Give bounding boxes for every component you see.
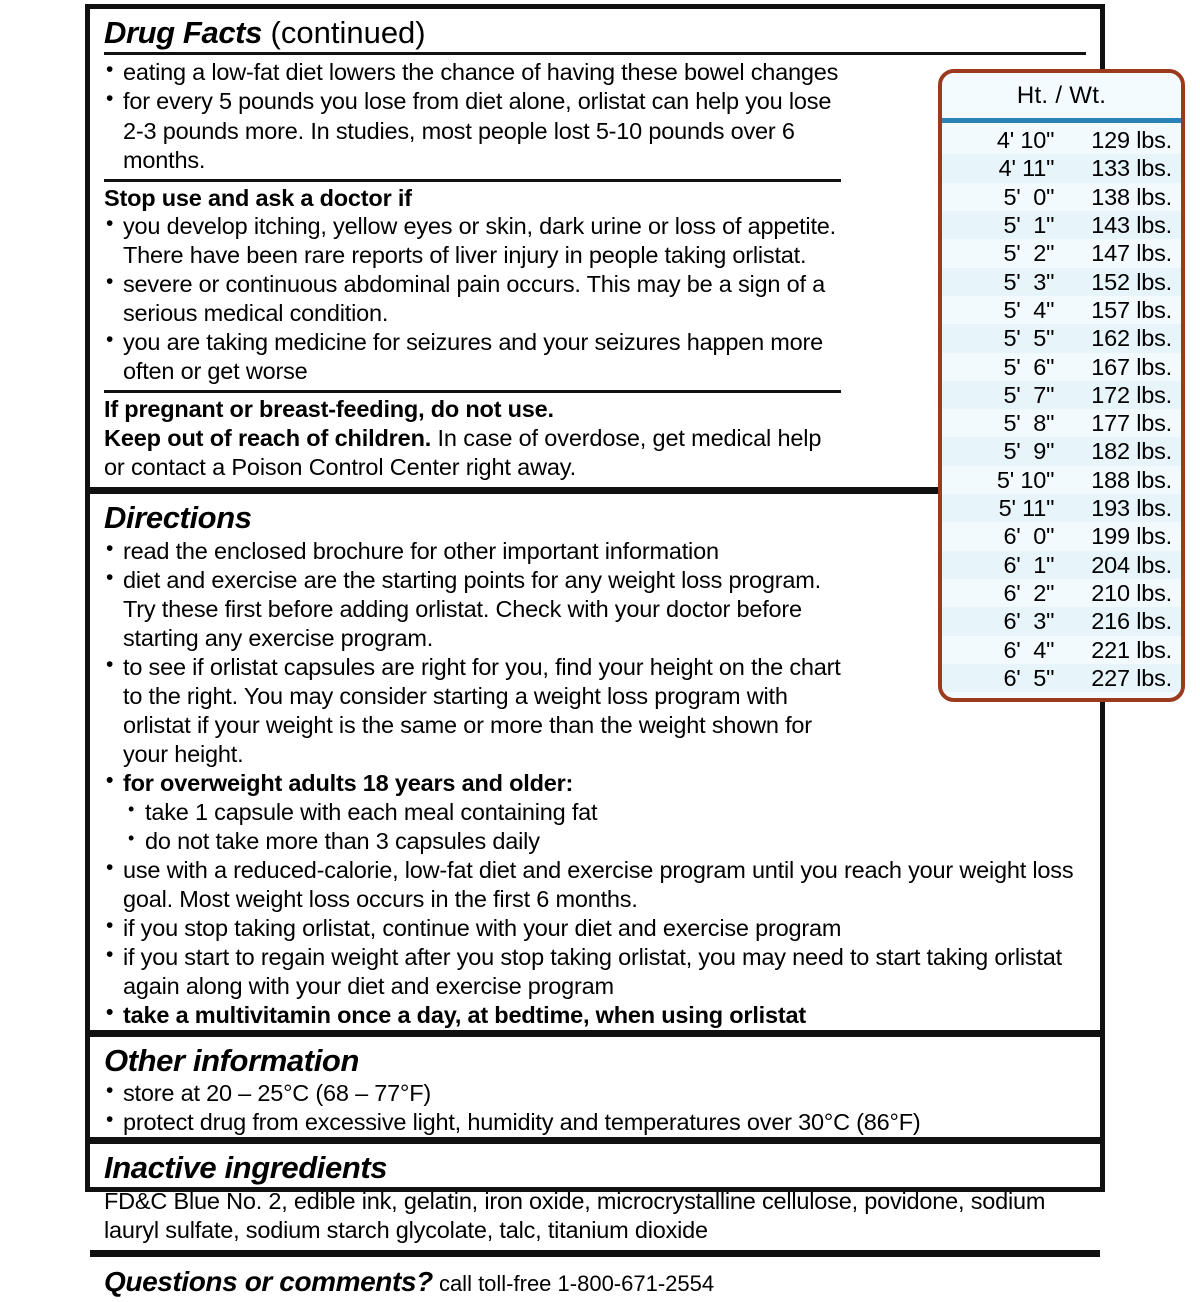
list-item: • store at 20 – 25°C (68 – 77°F) [104,1079,1079,1108]
table-row [942,607,1181,635]
pregnancy-rule [104,390,841,393]
table-row [942,154,1181,182]
table-cell-height: 5' 2" [1003,240,1055,267]
stop-use-rule [104,179,841,182]
page-title-strong: Drug Facts [104,15,262,50]
directions-overweight-group [104,769,1079,798]
list-item: • take 1 capsule with each meal containing fat [126,798,1101,827]
table-row [942,664,1181,692]
table-cell-height: 5' 4" [1003,296,1055,323]
section-other-information [90,1030,1100,1138]
title-rule [104,52,1086,55]
table-cell-weight: 157 lbs. [1091,296,1172,323]
questions-phone: call toll-free 1-800-671-2554 [432,1270,715,1296]
inactive-ingredients-text: FD&C Blue No. 2, edible ink, gelatin, iron oxide, microcrystalline cellulose, povidone, sodium lauryl sulfate, sodium starch glycolate, talc, titanium dioxide [104,1187,1046,1243]
directions-bullets-top [104,537,846,769]
table-cell-height: 6' 2" [1003,580,1055,606]
keep-out-of-reach-lead: Keep out of reach of children. [104,424,432,451]
table-row [942,409,1181,437]
table-cell-weight: 152 lbs. [1091,268,1172,295]
keep-out-of-reach-warning [104,424,846,487]
table-row [942,324,1181,352]
page-title [104,9,1086,51]
table-cell-weight: 193 lbs. [1091,495,1172,522]
section-questions [90,1250,1100,1302]
table-row [942,183,1181,211]
table-cell-height: 4' 10" [996,127,1055,153]
pregnancy-warning: If pregnant or breast-feeding, do not use. [104,396,554,423]
table-row [942,579,1181,607]
table-cell-weight: 129 lbs. [1091,127,1172,153]
table-cell-weight: 147 lbs. [1091,240,1172,267]
list-item: • take a multivitamin once a day, at bedtime, when using orlistat [104,1001,1079,1030]
list-item: • for every 5 pounds you lose from diet alone, orlistat can help you lose 2-3 pounds more. In studies, most people lost 5-10 pounds over 6 months. [104,87,846,174]
table-cell-height: 5' 9" [1003,438,1055,465]
table-row [942,466,1181,494]
directions-bullets-bottom [104,856,1079,1030]
table-cell-height: 5' 1" [1003,211,1055,238]
stop-use-heading: Stop use and ask a doctor if [104,184,412,211]
list-item: • you develop itching, yellow eyes or skin, dark urine or loss of appetite. There have been rare reports of liver injury in people taking orlistat. [104,212,846,270]
inactive-ingredients-heading [104,1144,1086,1186]
list-item: • protect drug from excessive light, humidity and temperatures over 30°C (86°F) [104,1108,1079,1137]
list-item: • eating a low-fat diet lowers the chance of having these bowel changes [104,58,846,87]
table-cell-weight: 182 lbs. [1091,438,1172,465]
table-cell-weight: 167 lbs. [1091,353,1172,380]
table-row [942,239,1181,267]
table-row [942,296,1181,324]
table-cell-weight: 221 lbs. [1091,636,1172,663]
list-item: • if you stop taking orlistat, continue with your diet and exercise program [104,914,1079,943]
table-row [942,551,1181,579]
table-cell-height: 6' 5" [1003,664,1055,691]
table-cell-weight: 210 lbs. [1091,580,1172,606]
page-title-continued: (continued) [261,15,426,50]
table-cell-weight: 188 lbs. [1091,466,1172,493]
table-cell-weight: 162 lbs. [1091,325,1172,352]
table-cell-height: 5' 3" [1003,268,1055,295]
table-row [942,381,1181,409]
list-item: • you are taking medicine for seizures and your seizures happen more often or get worse [104,328,846,386]
height-weight-table-body [942,123,1181,698]
table-row [942,522,1181,550]
table-cell-weight: 204 lbs. [1091,551,1172,578]
directions-heading-text: Directions [104,500,252,536]
table-row [942,211,1181,239]
table-cell-weight: 216 lbs. [1091,608,1172,635]
section-inactive-ingredients [90,1137,1100,1250]
inactive-ingredients-heading-text: Inactive ingredients [104,1150,388,1186]
table-cell-weight: 138 lbs. [1091,183,1172,210]
table-cell-height: 5' 5" [1003,325,1055,352]
table-row [942,268,1181,296]
table-row [942,636,1181,664]
list-item: • diet and exercise are the starting points for any weight loss program. Try these first before adding orlistat. Check with your doctor before starting any exercise program. [104,566,846,653]
table-cell-height: 5' 11" [998,495,1055,522]
table-cell-height: 4' 11" [998,155,1055,182]
other-information-bullets [104,1079,1079,1137]
height-weight-table [938,69,1185,702]
stop-use-bullets [104,212,846,386]
table-cell-height: 5' 0" [1003,183,1055,210]
table-cell-height: 6' 4" [1003,636,1055,663]
height-weight-table-header: Ht. / Wt. [942,73,1181,118]
list-item: • read the enclosed brochure for other important information [104,537,846,566]
table-cell-weight: 227 lbs. [1091,664,1172,691]
table-cell-weight: 199 lbs. [1091,523,1172,550]
table-cell-height: 5' 7" [1003,381,1055,408]
table-row [942,126,1181,154]
other-information-heading-text: Other information [104,1042,359,1078]
table-cell-weight: 143 lbs. [1091,211,1172,238]
list-item: • if you start to regain weight after you stop taking orlistat, you may need to start taking orlistat again along with your diet and exercise program [104,943,1079,1001]
table-cell-weight: 172 lbs. [1091,381,1172,408]
list-item: • do not take more than 3 capsules daily [126,827,1101,856]
questions-line [104,1257,1086,1302]
directions-sub-bullets [104,798,1101,856]
drug-facts-label [85,4,1172,1297]
list-item: • to see if orlistat capsules are right for you, find your height on the chart to the right. You may consider starting a weight loss program with orlistat if your weight is the same or more than the weight shown for your height. [104,653,846,769]
table-cell-height: 6' 0" [1003,523,1055,550]
list-item: • use with a reduced-calorie, low-fat diet and exercise program until you reach your weight loss goal. Most weight loss occurs in the first 6 months. [104,856,1079,914]
list-item: • for overweight adults 18 years and older: [104,769,1079,798]
table-cell-height: 5' 10" [996,466,1055,493]
table-cell-height: 6' 3" [1003,608,1055,635]
list-item: • severe or continuous abdominal pain occurs. This may be a sign of a serious medical condition. [104,270,846,328]
questions-heading: Questions or comments? [104,1265,433,1297]
warnings-continued-bullets [104,58,846,174]
other-information-heading [104,1037,1086,1079]
table-cell-weight: 133 lbs. [1091,155,1172,182]
table-cell-weight: 177 lbs. [1091,410,1172,437]
table-row [942,353,1181,381]
table-cell-height: 5' 8" [1003,410,1055,437]
table-row [942,494,1181,522]
table-cell-height: 6' 1" [1003,551,1055,578]
table-row [942,437,1181,465]
table-cell-height: 5' 6" [1003,353,1055,380]
keep-out-of-reach-rest: In case of overdose, get medical help or contact a Poison Control Center right away. [104,424,822,481]
